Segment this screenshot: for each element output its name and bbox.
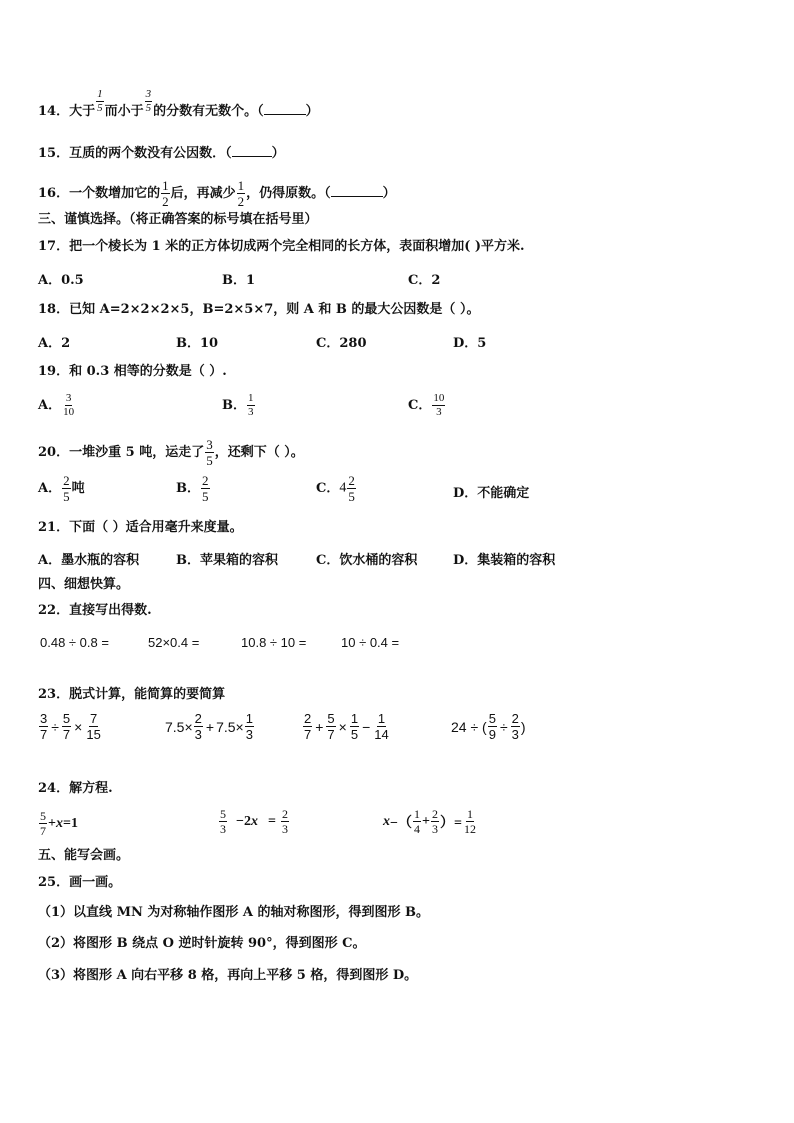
question-16: 16．一个数增加它的 $\frac{1}{2}$ 后，再减少 $\frac{1}{2}$ ，仍得原数。（ ） bbox=[38, 178, 396, 209]
section-heading-5: 五、能写会画。 bbox=[38, 848, 130, 863]
question-25-step-3: （3）将图形 A 向右平移 8 格，再向上平移 5 格，得到图形 D。 bbox=[38, 968, 418, 983]
question-24: 24．解方程. bbox=[38, 781, 113, 796]
expression-4: 24 ÷ ( $\frac{5}{9}$ ÷ $\frac{2}{3}$ ) bbox=[451, 711, 526, 742]
option-b[interactable]: B．1 bbox=[222, 273, 256, 288]
equation-3: x −（ $\frac{1}{4}$ + $\frac{2}{3}$ ）= $\frac{1}{12}$ bbox=[383, 807, 476, 836]
question-15: 15．互质的两个数没有公因数．（ ） bbox=[38, 146, 285, 161]
expression-2: 7.5× $\frac{2}{3}$ + 7.5× $\frac{1}{3}$ bbox=[165, 711, 253, 742]
question-18: 18．已知 A=2×2×2×5，B=2×5×7，则 A 和 B 的最大公因数是（ ）。 bbox=[38, 302, 480, 317]
equation-2: $\frac{5}{3}$ −2 x = $\frac{2}{3}$ bbox=[220, 807, 288, 836]
equation-1: $\frac{5}{7}$ + x =1 bbox=[40, 809, 78, 838]
question-25: 25．画一画。 bbox=[38, 875, 122, 890]
option-a[interactable]: A．2 bbox=[38, 336, 71, 351]
option-b[interactable]: B．苹果箱的容积 bbox=[176, 553, 278, 568]
expression-3: $\frac{2}{7}$ + $\frac{5}{7}$ × $\frac{1}{5}$ − $\frac{1}{14}$ bbox=[304, 711, 389, 742]
calc-expression: 10.8 ÷ 10 = bbox=[241, 635, 307, 650]
option-d[interactable]: D．5 bbox=[453, 336, 487, 351]
option-d[interactable]: D．不能确定 bbox=[453, 486, 530, 501]
option-a[interactable]: A．墨水瓶的容积 bbox=[38, 553, 140, 568]
option-d[interactable]: D．集装箱的容积 bbox=[453, 553, 556, 568]
section-heading-3: 三、谨慎选择。（将正确答案的标号填在括号里） bbox=[38, 212, 318, 227]
question-25-step-1: （1）以直线 MN 为对称轴作图形 A 的轴对称图形，得到图形 B。 bbox=[38, 905, 430, 920]
answer-blank[interactable] bbox=[232, 144, 272, 157]
fraction-three-fifths: $\frac{3}{5}$ bbox=[145, 88, 152, 114]
answer-blank[interactable] bbox=[264, 102, 306, 115]
fraction-one-half: $\frac{1}{2}$ bbox=[237, 178, 245, 209]
option-a[interactable]: A． $\frac{3}{10}$ bbox=[38, 392, 75, 418]
calc-expression: 0.48 ÷ 0.8 = bbox=[40, 635, 109, 650]
question-22: 22．直接写出得数. bbox=[38, 603, 152, 618]
option-c[interactable]: C． $\frac{10}{3}$ bbox=[408, 392, 445, 418]
question-23: 23．脱式计算，能简算的要简算 bbox=[38, 687, 226, 702]
expression-1: $\frac{3}{7}$ ÷ $\frac{5}{7}$ × $\frac{7}{15}$ bbox=[40, 711, 101, 742]
question-19: 19．和 0.3 相等的分数是（ ）. bbox=[38, 364, 227, 379]
option-c[interactable]: C．280 bbox=[316, 336, 367, 351]
option-c[interactable]: C．4 $\frac{2}{5}$ bbox=[316, 473, 355, 504]
option-b[interactable]: B． $\frac{2}{5}$ bbox=[176, 473, 209, 504]
option-b[interactable]: B． $\frac{1}{3}$ bbox=[222, 392, 254, 418]
option-c[interactable]: C．饮水桶的容积 bbox=[316, 553, 418, 568]
calc-expression: 10 ÷ 0.4 = bbox=[341, 635, 400, 650]
option-a[interactable]: A． $\frac{2}{5}$ 吨 bbox=[38, 473, 85, 504]
fraction-one-fifth: $\frac{1}{5}$ bbox=[97, 88, 103, 114]
option-b[interactable]: B．10 bbox=[176, 336, 219, 351]
option-a[interactable]: A．0.5 bbox=[38, 273, 84, 288]
calc-expression: 52×0.4 = bbox=[148, 635, 200, 650]
question-21: 21．下面（ ）适合用毫升来度量。 bbox=[38, 520, 243, 535]
question-25-step-2: （2）将图形 B 绕点 O 逆时针旋转 90°，得到图形 C。 bbox=[38, 936, 366, 951]
option-c[interactable]: C．2 bbox=[408, 273, 441, 288]
question-14: 14．大于 $\frac{1}{5}$ 而小于 $\frac{3}{5}$ 的分数有无数个。（ ） bbox=[38, 88, 319, 119]
section-heading-4: 四、细想快算。 bbox=[38, 577, 130, 592]
question-20: 20．一堆沙重 5 吨，运走了 $\frac{3}{5}$ ，还剩下（ ）。 bbox=[38, 437, 304, 468]
answer-blank[interactable] bbox=[331, 184, 383, 197]
fraction-three-fifths: $\frac{3}{5}$ bbox=[206, 437, 213, 468]
fraction-one-half: $\frac{1}{2}$ bbox=[162, 178, 169, 209]
question-17: 17．把一个棱长为 1 米的正方体切成两个完全相同的长方体，表面积增加( )平方米. bbox=[38, 239, 525, 254]
